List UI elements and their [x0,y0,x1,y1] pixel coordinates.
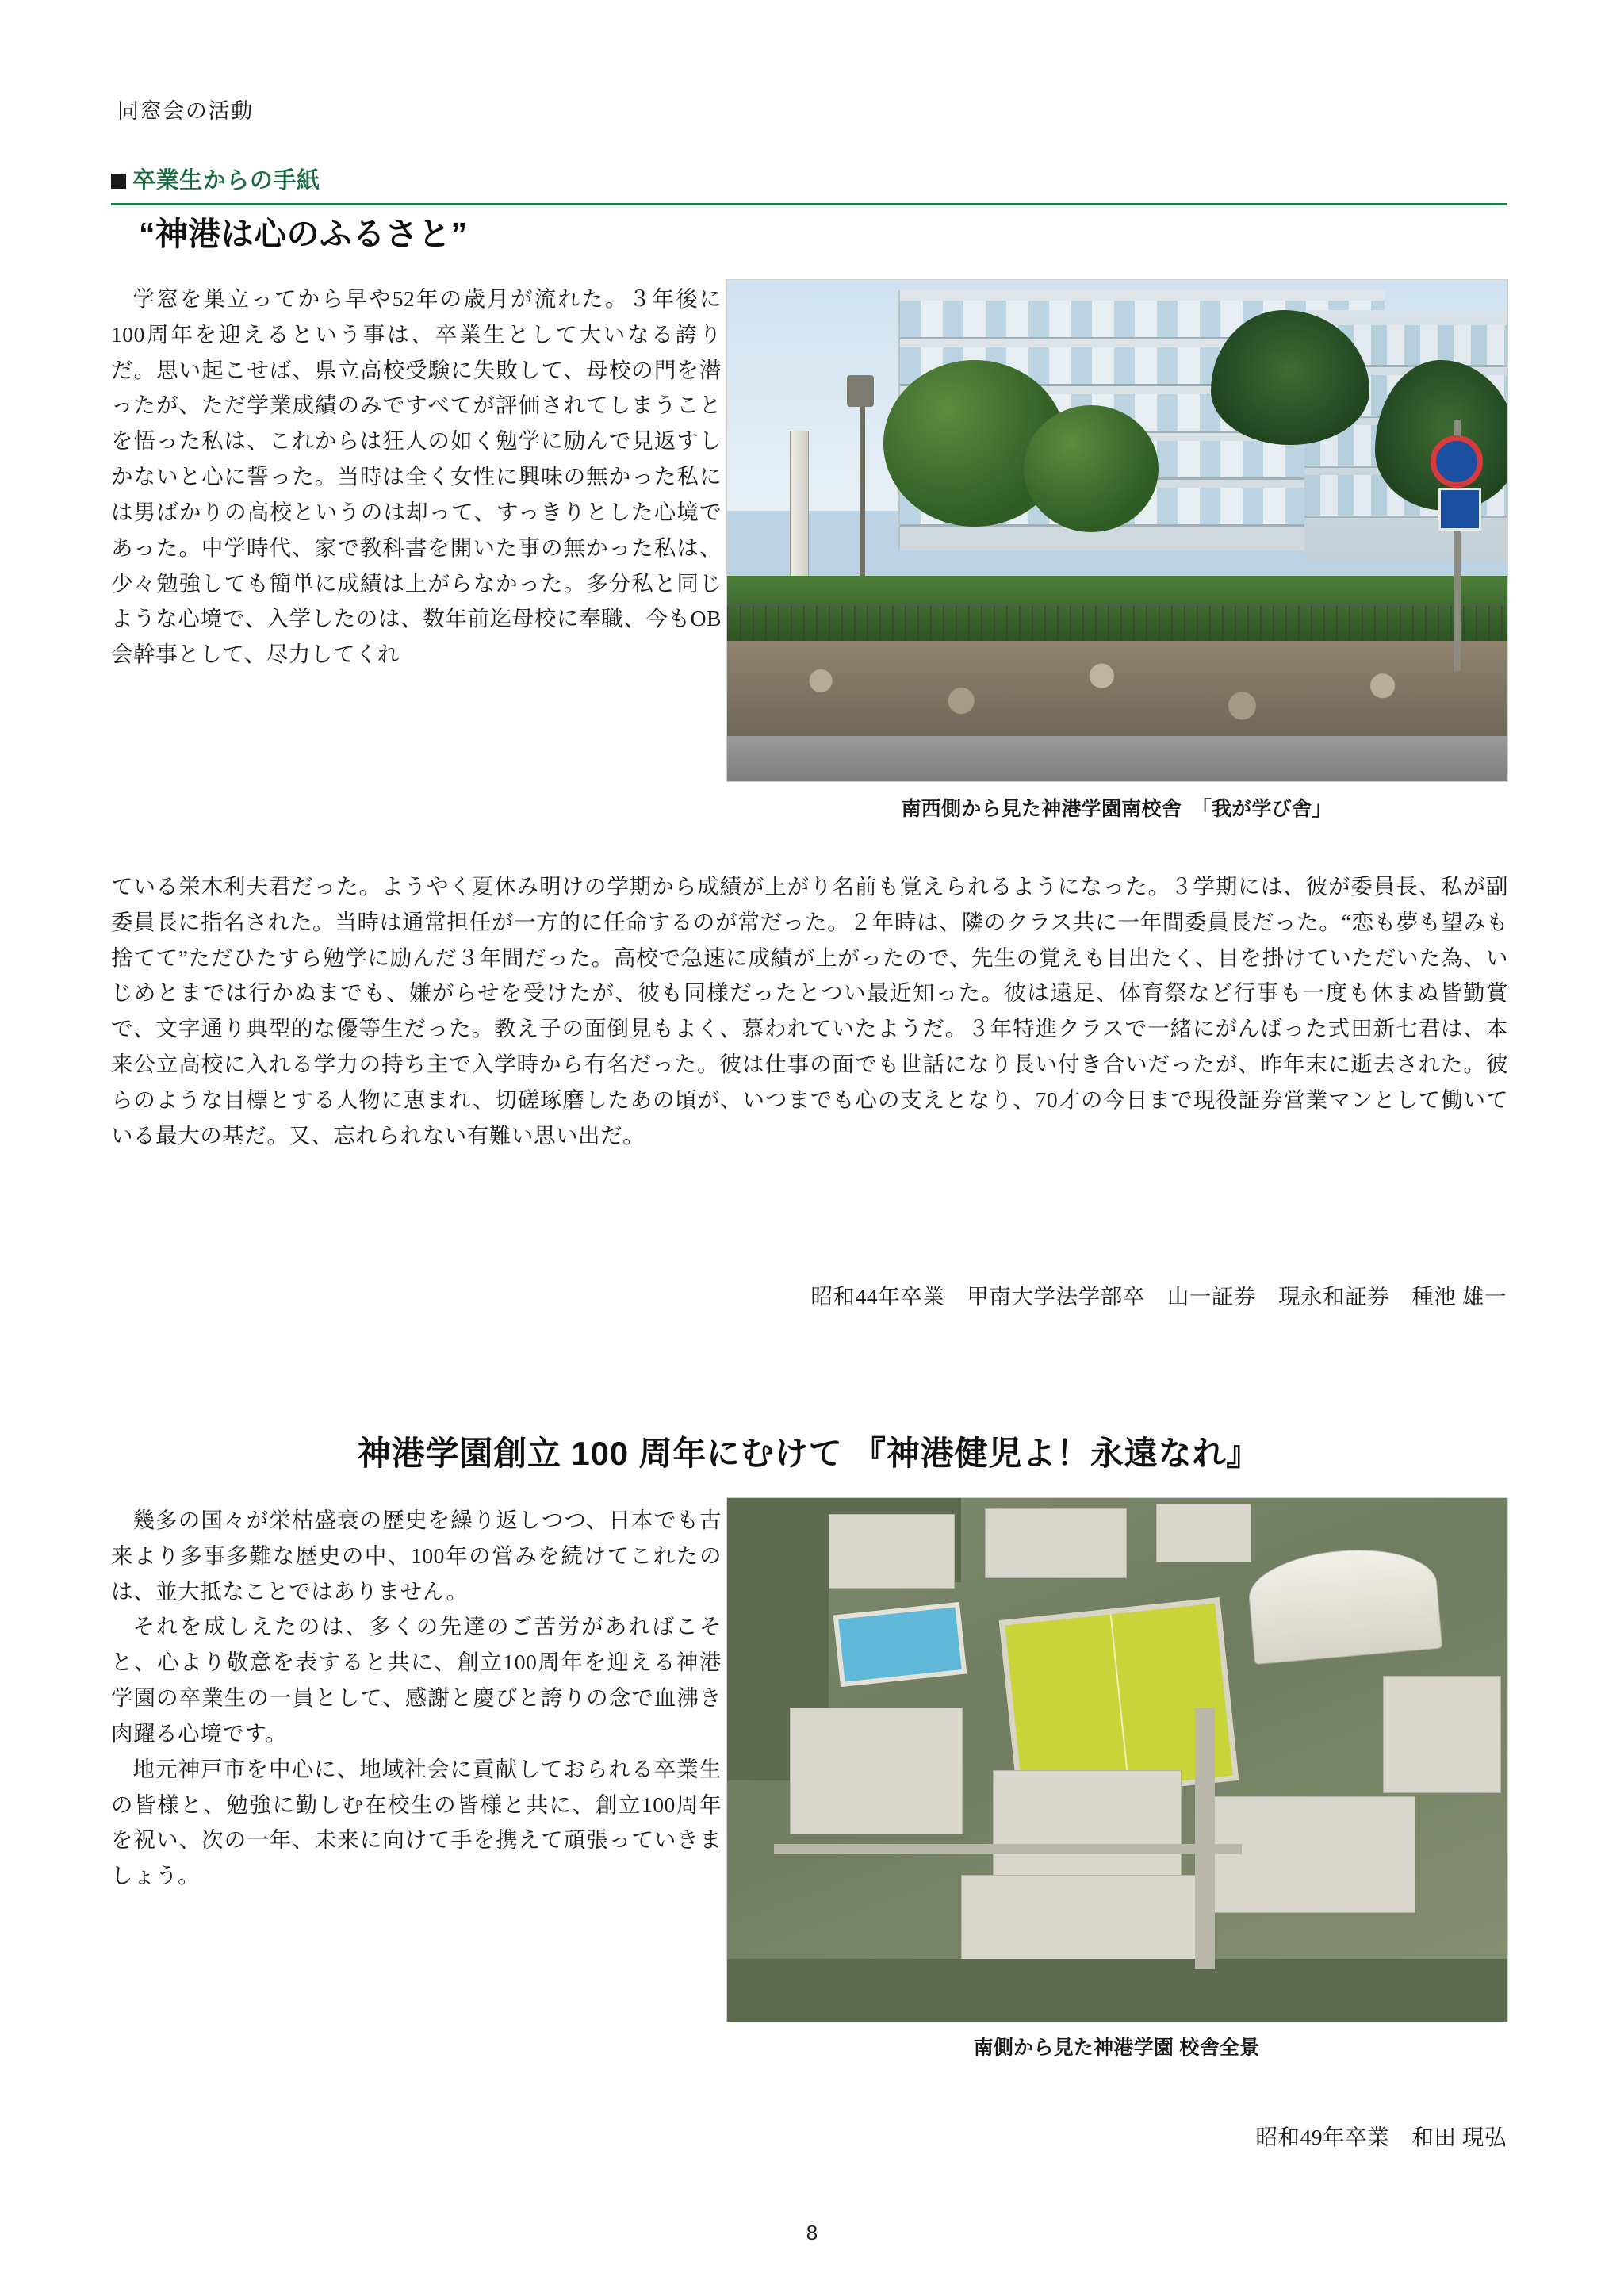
photo2-building-west [790,1708,963,1834]
photo2-building-south [961,1875,1197,1961]
article2-photo-caption: 南側から見た神港学園 校舎全景 [973,2037,1260,2059]
photo2-building-center [993,1770,1182,1876]
article1-body-text [111,869,1508,1154]
photo1-lamp-head [847,375,874,407]
photo2-road-horizontal [774,1844,1242,1854]
section-heading-label: 卒業生からの手紙 [132,168,320,194]
photo1-stone-wall [727,641,1507,741]
article2-column-text [111,1503,722,1894]
article2-title: 神港学園創立 100 周年にむけて 『神港健児よ！永遠なれ』 [357,1435,1261,1472]
photo2-building-southeast [1211,1796,1415,1913]
article2-signature: 昭和49年卒業 和田 現弘 [1255,2125,1507,2149]
article1-column-paragraph: 学窓を巣立ってから早や52年の歳月が流れた。３年後に100周年を迎えるという事は、卒業生として大いなる誇りだ。思い起こせば、県立高校受験に失敗して、母校の門を潜ったが、ただ学業成績のみですべてが評価されてしまうことを悟った私は、これからは狂人の如く勉学に励んで見返すしかないと心に誓った。当時は全く女性に興味の無かった私には男ばかりの高校というのは却って、すっきりとした心境であった。中学時代、家で教科書を開いた事の無かった私は、少々勉強しても簡単に成績は上がらなかった。多分私と同じような心境で、入学したのは、数年前迄母校に奉職、今もOB会幹事として、尽力してくれ [111,286,722,667]
page-number: 8 [806,2221,818,2244]
photo2-road-vertical [1195,1708,1215,1969]
photo1-road [727,736,1507,781]
article1-title: “神港は心のふるさと” [139,216,468,252]
photo2-swimming-pool [833,1602,966,1687]
photo2-building-east [1383,1676,1502,1792]
photo1-no-parking-sign-icon [1431,435,1483,488]
article2-paragraph-3: 地元神戸市を中心に、地域社会に貢献しておられる卒業生の皆様と、勉強に勤しむ在校生の皆様と共に、創立100周年を祝い、次の一年、未来に向けて手を携えて頑張っていきましょう。 [111,1756,722,1888]
photo2-trees-bottom [727,1959,1507,2022]
photo1-tree-second [1024,405,1159,532]
article1-body-paragraph: ている栄木利夫君だった。ようやく夏休み明けの学期から成績が上がり名前も覚えられるようになった。３学期には、彼が委員長、私が副委員長に指名された。当時は通常担任が一方的に任命するのが常だった。２年時は、隣のクラス共に一年間委員長だった。“恋も夢も望みも捨てて”ただひたすら勉学に励んだ３年間だった。高校で急速に成績が上がったので、先生の覚えも目出たく、目を掛けていただいた為、いじめとまでは行かぬまでも、嫌がらせを受けたが、彼も同様だったとつい最近知った。彼は遠足、体育祭など行事も一度も休まぬ皆勤賞で、文字通り典型的な優等生だった。教え子の面倒見もよく、慕われていたようだ。３年特進クラスで一緒にがんばった式田新七君は、本来公立高校に入れる学力の持ち主で入学時から有名だった。彼は仕事の面でも世話になり長い付き合いだったが、昨年末に逝去された。彼らのような目標とする人物に恵まれ、切磋琢磨したあの頃が、いつまでも心の支えとなり、70才の今日まで現役証券営業マンとして働いている最大の基だ。又、忘れられない有難い思い出だ。 [111,874,1509,1148]
article1-signature: 昭和44年卒業 甲南大学法学部卒 山一証券 現永和証券 種池 雄一 [810,1284,1507,1309]
square-bullet-icon [111,174,126,189]
aerial-campus-photo [726,1497,1508,2022]
section-heading [111,163,1507,205]
photo2-building-northwest [829,1514,955,1589]
article2-paragraph-2: それを成しえたのは、多くの先達のご苦労があればこそと、心より敬意を表すると共に、創立100周年を迎える神港学園の卒業生の一員として、感謝と慶びと誇りの念で血沸き肉躍る心境です。 [111,1614,722,1746]
photo1-pedestrian-sign-icon [1438,488,1481,531]
page-kicker: 同窓会の活動 [117,99,254,123]
photo2-building-northeast [1156,1504,1251,1563]
article1-column-text [111,282,722,673]
article1-photo-caption: 南西側から見た神港学園南校舎 「我が学び舎」 [901,798,1332,820]
south-campus-photo [726,279,1508,782]
photo2-building-north [985,1508,1127,1578]
photo1-lamp-pole [860,390,865,591]
article2-paragraph-1: 幾多の国々が栄枯盛衰の歴史を繰り返しつつ、日本でも古来より多事多難な歴史の中、100年の営みを続けてこれたのは、並大抵なことではありません。 [111,1508,722,1604]
